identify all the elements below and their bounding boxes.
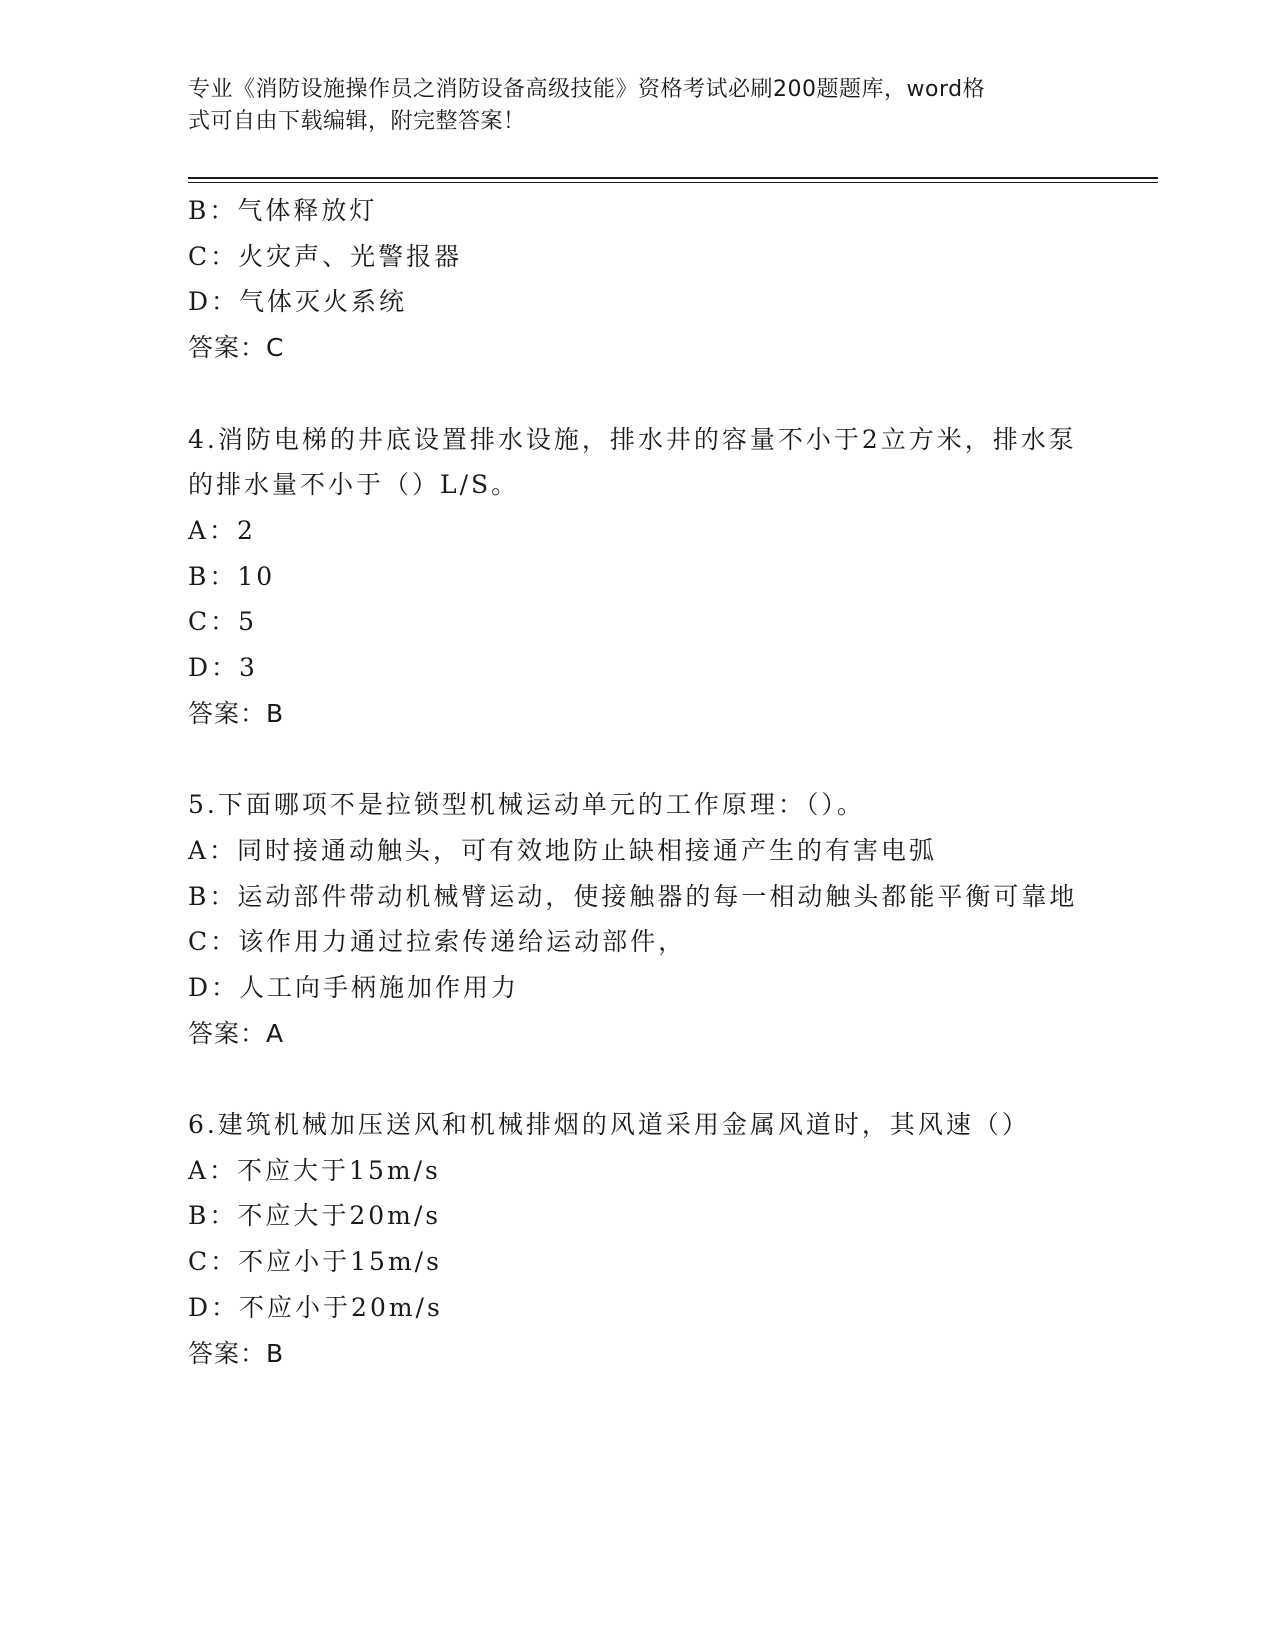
header-line-1: 专业《消防设施操作员之消防设备高级技能》资格考试必刷200题题库，word格 xyxy=(188,77,986,102)
document-header xyxy=(188,74,1068,138)
spacer xyxy=(188,371,1078,417)
option-a: A：不应大于15m/s xyxy=(188,1155,441,1185)
header-divider-thick xyxy=(188,177,1158,179)
answer: 答案：A xyxy=(188,1018,285,1048)
header-divider-thin xyxy=(188,182,1158,183)
option-d: D：3 xyxy=(188,653,258,683)
answer: 答案：B xyxy=(188,1338,285,1368)
option-c: C：该作用力通过拉索传递给运动部件， xyxy=(188,927,687,957)
question-stem: 5.下面哪项不是拉锁型机械运动单元的工作原理：（）。 xyxy=(188,790,865,820)
option-c: C：火灾声、光警报器 xyxy=(188,241,463,271)
option-d: D：人工向手柄施加作用力 xyxy=(188,972,520,1002)
question-5 xyxy=(188,782,1078,1056)
question-6 xyxy=(188,1102,1078,1376)
answer: 答案：B xyxy=(188,698,285,728)
header-line-2: 式可自由下载编辑，附完整答案！ xyxy=(188,109,526,134)
option-d: D：不应小于20m/s xyxy=(188,1292,443,1322)
option-b: B：10 xyxy=(188,561,276,591)
question-stem: 6.建筑机械加压送风和机械排烟的风道采用金属风道时，其风速（） xyxy=(188,1110,1030,1140)
question-3 xyxy=(188,188,1078,371)
option-b: B：运动部件带动机械臂运动，使接触器的每一相动触头都能平衡可靠地 xyxy=(188,881,1078,911)
option-d: D：气体灭火系统 xyxy=(188,287,408,317)
spacer xyxy=(188,736,1078,782)
question-4 xyxy=(188,417,1078,737)
option-b: B：不应大于20m/s xyxy=(188,1201,442,1231)
option-b: B：气体释放灯 xyxy=(188,196,378,225)
option-c: C：不应小于15m/s xyxy=(188,1247,442,1277)
option-a: A：同时接通动触头，可有效地防止缺相接通产生的有害电弧 xyxy=(188,835,938,865)
spacer xyxy=(188,1056,1078,1102)
option-c: C：5 xyxy=(188,607,258,637)
question-list xyxy=(188,188,1078,1376)
answer: 答案：C xyxy=(188,333,285,363)
option-a: A：2 xyxy=(188,515,256,545)
question-stem: 4.消防电梯的井底设置排水设施，排水井的容量不小于2立方米，排水泵的排水量不小于（）L/S。 xyxy=(188,424,1077,500)
